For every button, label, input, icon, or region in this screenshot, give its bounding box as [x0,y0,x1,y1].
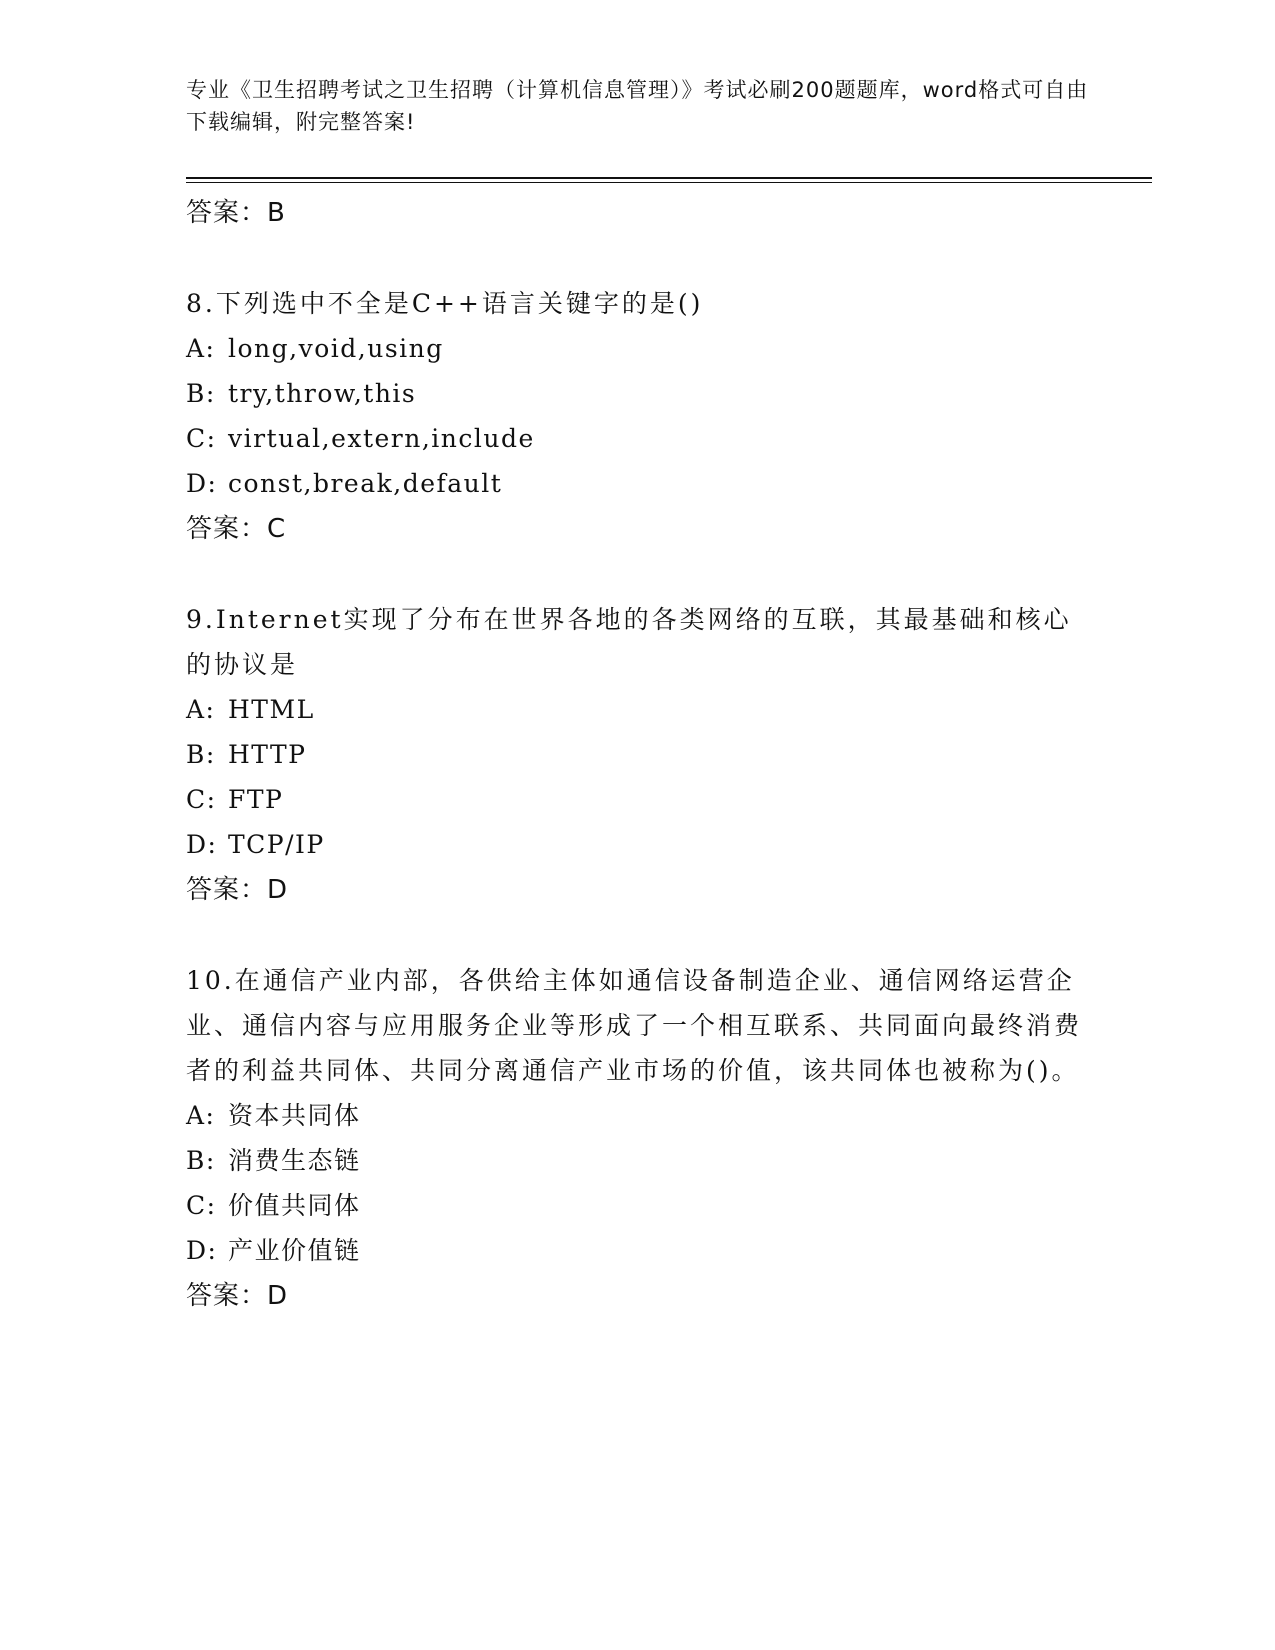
question-8 [186,281,1086,552]
option-label: C: [186,785,217,814]
header-divider-thin [186,182,1152,183]
option-b [186,732,1086,777]
option-text: long,void,using [228,334,444,363]
option-c [186,1183,1086,1228]
option-text: FTP [228,785,284,814]
document-header: 专业《卫生招聘考试之卫生招聘（计算机信息管理）》考试必刷200题题库，word格式可自由下载编辑，附完整答案! [186,78,1089,134]
option-c [186,777,1086,822]
option-a [186,326,1086,371]
option-text: 资本共同体 [228,1101,361,1130]
option-label: A: [186,334,216,363]
option-label: A: [186,695,216,724]
question-10 [186,958,1086,1319]
question-text: 8.下列选中不全是C++语言关键字的是() [186,289,704,318]
option-d [186,822,1086,867]
option-text: HTML [228,695,315,724]
option-text: TCP/IP [228,830,325,859]
previous-answer: 答案：B [186,198,286,228]
option-label: D: [186,830,218,859]
option-b [186,1138,1086,1183]
option-label: D: [186,1236,218,1265]
option-label: A: [186,1101,216,1130]
answer: 答案：D [186,1281,289,1311]
option-label: D: [186,469,218,498]
question-text: 10.在通信产业内部，各供给主体如通信设备制造企业、通信网络运营企业、通信内容与应用服务企业等形成了一个相互联系、共同面向最终消费者的利益共同体、共同分离通信产业市场的价值，该共同体也被称为()。 [186,966,1083,1085]
option-label: C: [186,424,217,453]
option-a [186,1093,1086,1138]
header-divider-thick [186,177,1152,179]
option-label: B: [186,740,216,769]
question-list [186,190,1086,1319]
question-text: 9.Internet实现了分布在世界各地的各类网络的互联，其最基础和核心的协议是 [186,605,1072,679]
option-text: 产业价值链 [228,1236,361,1265]
option-text: virtual,extern,include [228,424,535,453]
option-label: B: [186,1146,216,1175]
option-d [186,461,1086,506]
answer: 答案：C [186,514,287,544]
option-text: 消费生态链 [228,1146,361,1175]
answer: 答案：D [186,875,289,905]
option-text: HTTP [228,740,307,769]
option-text: try,throw,this [228,379,417,408]
option-text: 价值共同体 [228,1191,361,1220]
question-9 [186,597,1086,913]
option-d [186,1228,1086,1273]
option-label: B: [186,379,216,408]
option-a [186,687,1086,732]
option-c [186,416,1086,461]
option-label: C: [186,1191,217,1220]
option-b [186,371,1086,416]
option-text: const,break,default [228,469,503,498]
